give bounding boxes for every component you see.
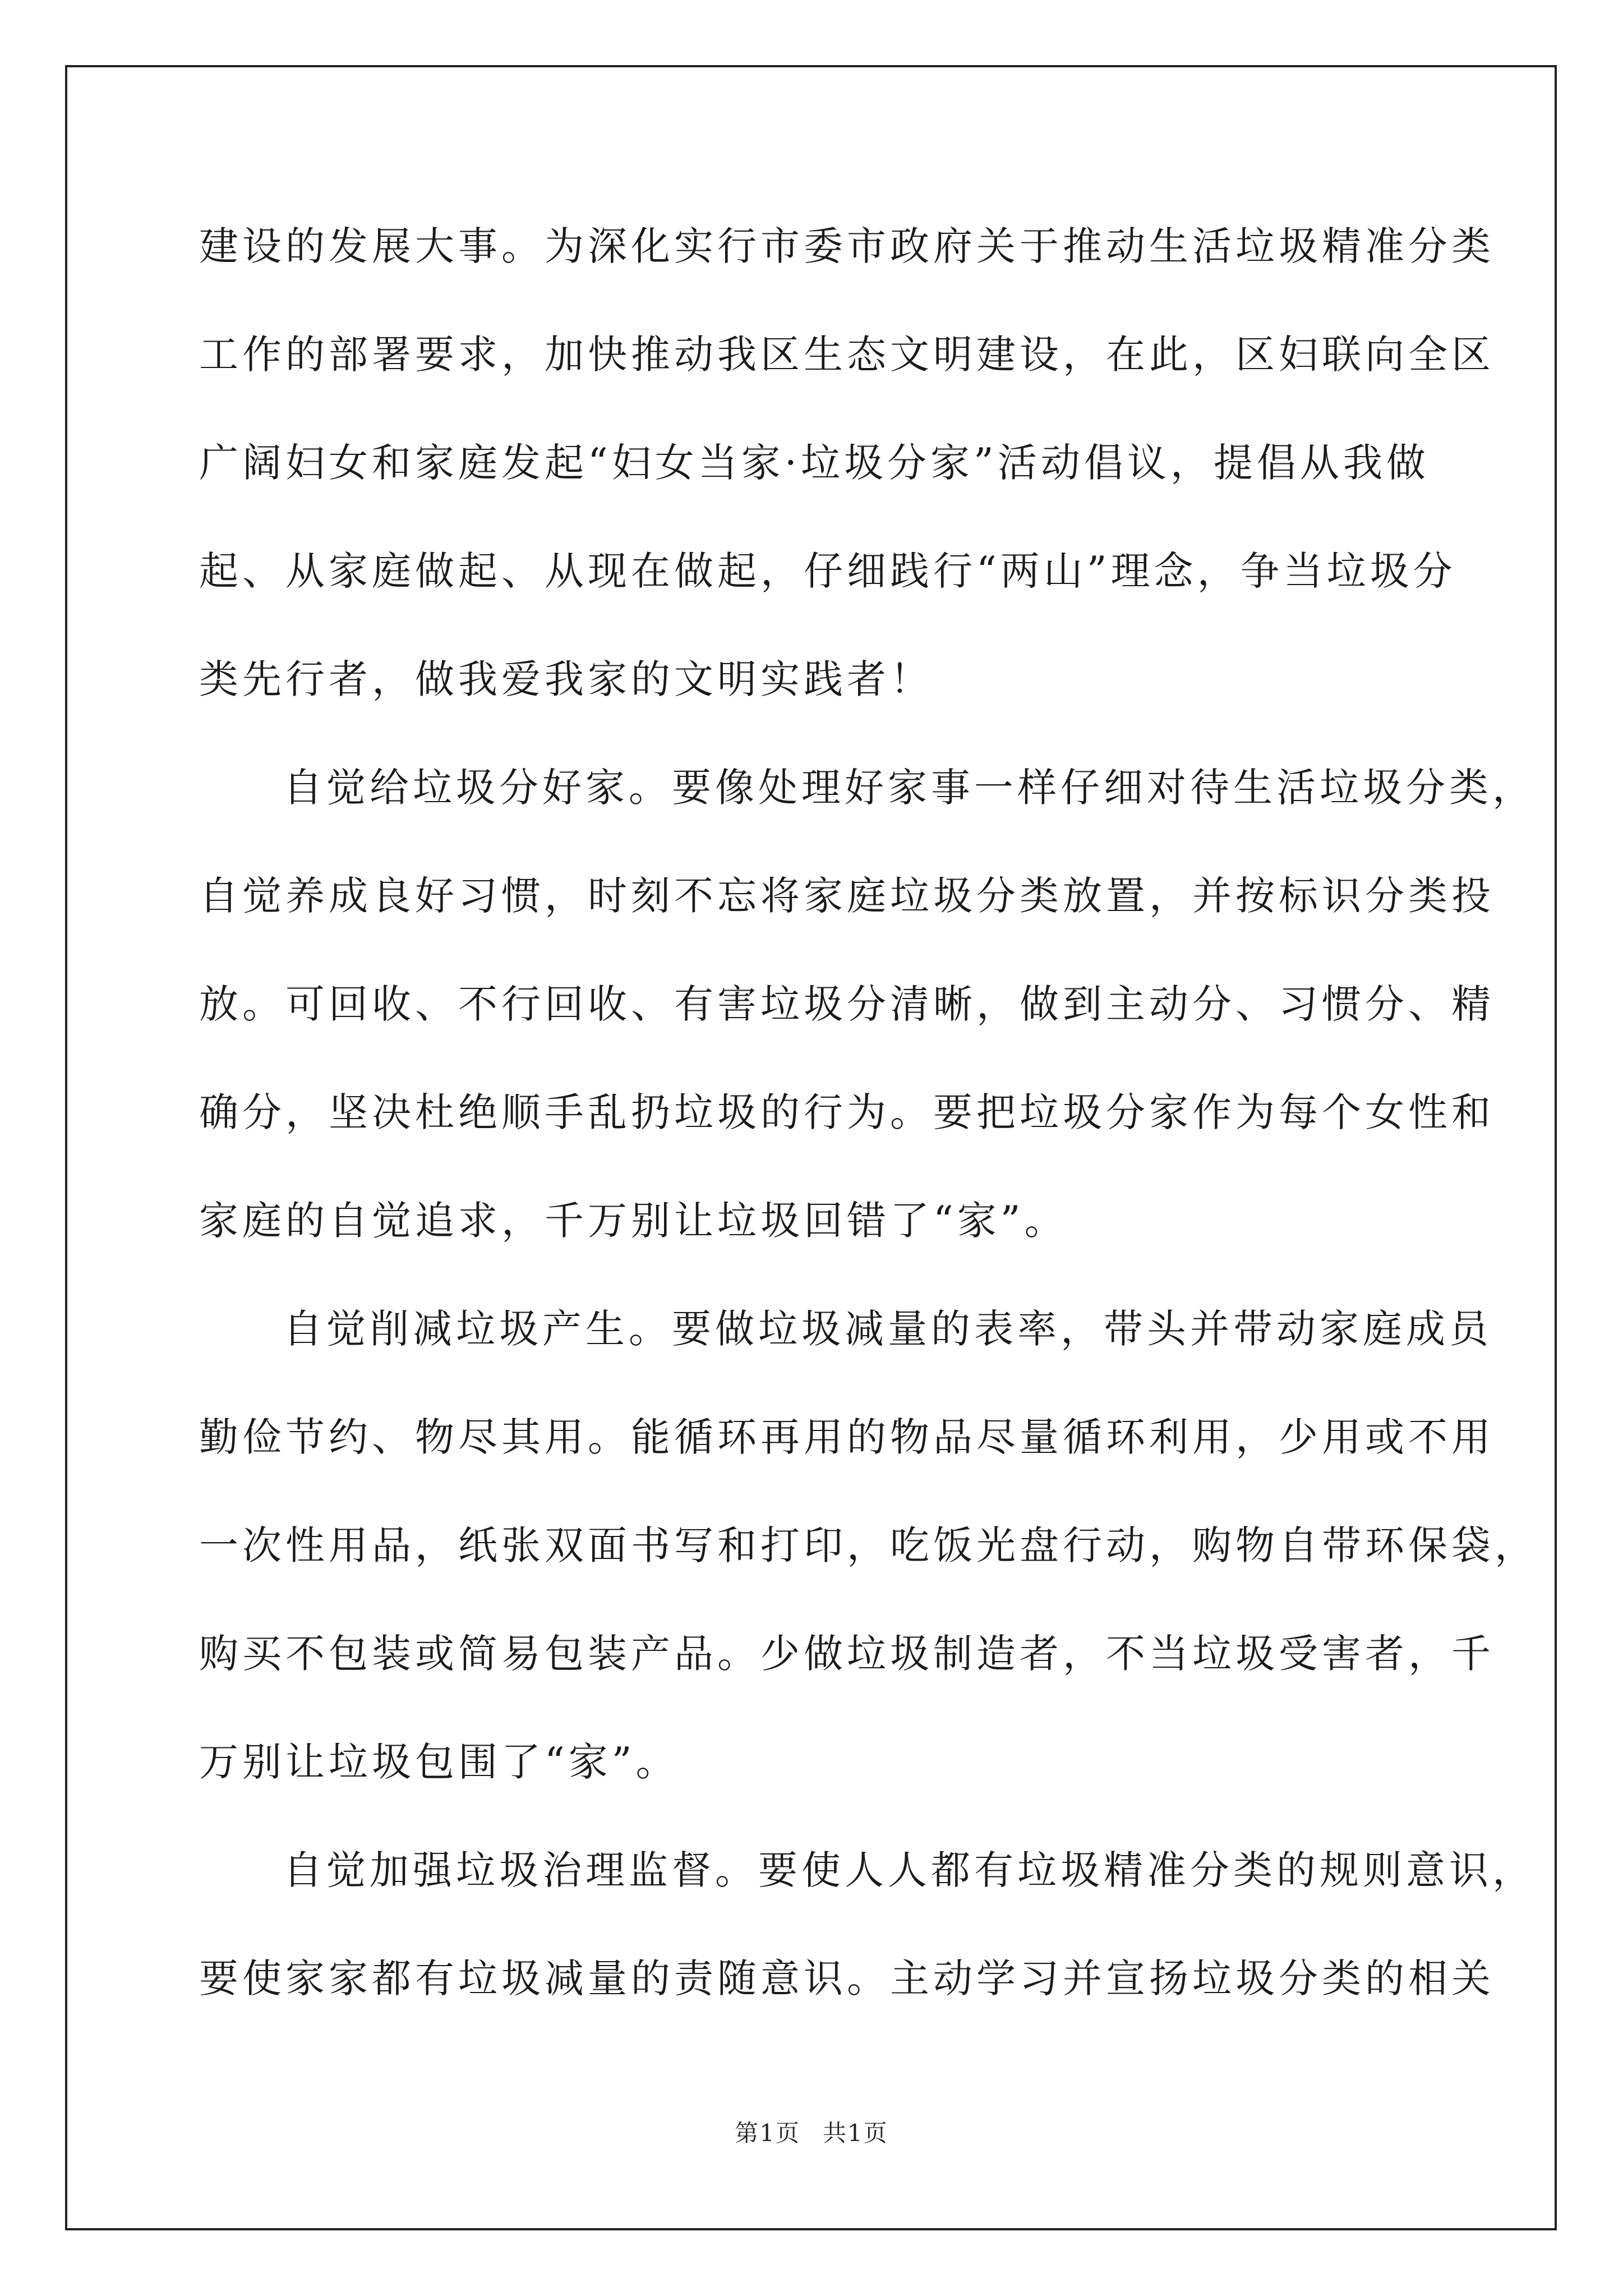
text-line: 一次性用品，纸张双面书写和打印，吃饭光盘行动，购物自带环保袋，	[199, 1522, 1538, 1568]
text-line: 万别让垃圾包围了“家”。	[199, 1739, 679, 1785]
text-line: 家庭的自觉追求，千万别让垃圾回错了“家”。	[199, 1198, 1068, 1244]
text-line: 确分，坚决杜绝顺手乱扔垃圾的行为。要把垃圾分家作为每个女性和	[199, 1089, 1495, 1135]
paragraph-first-line: 自觉给垃圾分好家。要像处理好家事一样仔细对待生活垃圾分类，	[283, 765, 1536, 811]
page-footer	[0, 2115, 1623, 2148]
text-line: 勤俭节约、物尽其用。能循环再用的物品尽量循环利用，少用或不用	[199, 1414, 1495, 1460]
text-line: 建设的发展大事。为深化实行市委市政府关于推动生活垃圾精准分类	[199, 223, 1495, 269]
page-number-total: 共1页	[823, 2119, 888, 2147]
text-line: 自觉养成良好习惯，时刻不忘将家庭垃圾分类放置，并按标识分类投	[199, 873, 1495, 919]
text-line: 广阔妇女和家庭发起“妇女当家·垃圾分家”活动倡议，提倡从我做	[199, 440, 1430, 486]
text-line: 工作的部署要求，加快推动我区生态文明建设，在此，区妇联向全区	[199, 332, 1495, 378]
text-line: 放。可回收、不行回收、有害垃圾分清晰，做到主动分、习惯分、精	[199, 981, 1495, 1027]
paragraph-first-line: 自觉削减垃圾产生。要做垃圾减量的表率，带头并带动家庭成员	[283, 1306, 1492, 1352]
text-line: 购买不包装或简易包装产品。少做垃圾制造者，不当垃圾受害者，千	[199, 1631, 1495, 1677]
document-body	[199, 218, 1538, 2058]
text-line: 起、从家庭做起、从现在做起，仔细践行“两山”理念，争当垃圾分	[199, 548, 1456, 594]
text-line: 要使家家都有垃圾减量的责随意识。主动学习并宣扬垃圾分类的相关	[199, 1955, 1495, 2001]
page-number-current: 第1页	[735, 2119, 800, 2147]
text-line: 类先行者，做我爱我家的文明实践者！	[199, 656, 933, 702]
paragraph-first-line: 自觉加强垃圾治理监督。要使人人都有垃圾精准分类的规则意识，	[283, 1847, 1536, 1893]
